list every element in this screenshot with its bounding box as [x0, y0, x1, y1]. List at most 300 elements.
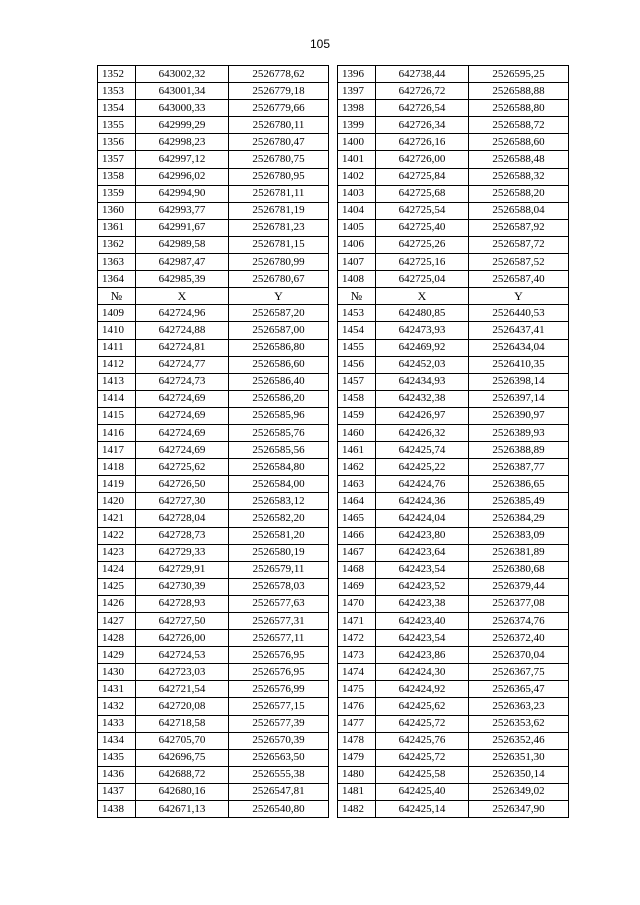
x-coordinate: 642726,34 — [376, 117, 469, 134]
x-coordinate: 642724,69 — [136, 442, 229, 459]
point-number: 1405 — [338, 219, 376, 236]
point-number: 1438 — [98, 801, 136, 818]
x-coordinate: 642989,58 — [136, 236, 229, 253]
point-number: 1413 — [98, 373, 136, 390]
y-coordinate: 2526781,23 — [229, 219, 329, 236]
table-row — [98, 578, 569, 595]
point-number: 1481 — [338, 783, 376, 800]
column-gap — [329, 339, 338, 356]
y-coordinate: 2526577,15 — [229, 698, 329, 715]
table-row — [98, 390, 569, 407]
x-coordinate: 642426,97 — [376, 407, 469, 424]
column-gap — [329, 647, 338, 664]
x-coordinate: 643002,32 — [136, 66, 229, 83]
y-coordinate: 2526586,40 — [229, 373, 329, 390]
table-row — [98, 715, 569, 732]
y-coordinate: 2526587,00 — [229, 322, 329, 339]
x-coordinate: 642424,92 — [376, 681, 469, 698]
y-coordinate: 2526352,46 — [469, 732, 569, 749]
table-row — [98, 100, 569, 117]
y-coordinate: 2526372,40 — [469, 630, 569, 647]
table-row — [98, 83, 569, 100]
coordinates-table — [97, 65, 569, 818]
header-number: № — [338, 288, 376, 305]
x-coordinate: 642996,02 — [136, 168, 229, 185]
y-coordinate: 2526588,88 — [469, 83, 569, 100]
x-coordinate: 642725,84 — [376, 168, 469, 185]
column-gap — [329, 202, 338, 219]
point-number: 1455 — [338, 339, 376, 356]
y-coordinate: 2526383,09 — [469, 527, 569, 544]
x-coordinate: 642725,68 — [376, 185, 469, 202]
y-coordinate: 2526587,72 — [469, 236, 569, 253]
point-number: 1470 — [338, 595, 376, 612]
column-gap — [329, 476, 338, 493]
x-coordinate: 642724,69 — [136, 390, 229, 407]
point-number: 1354 — [98, 100, 136, 117]
table-row — [98, 271, 569, 288]
table-row — [98, 476, 569, 493]
table-row — [98, 442, 569, 459]
column-gap — [329, 544, 338, 561]
x-coordinate: 642452,03 — [376, 356, 469, 373]
y-coordinate: 2526384,29 — [469, 510, 569, 527]
column-gap — [329, 322, 338, 339]
x-coordinate: 642726,50 — [136, 476, 229, 493]
table-row — [98, 510, 569, 527]
column-gap — [329, 442, 338, 459]
point-number: 1474 — [338, 664, 376, 681]
point-number: 1399 — [338, 117, 376, 134]
point-number: 1479 — [338, 749, 376, 766]
x-coordinate: 642721,54 — [136, 681, 229, 698]
y-coordinate: 2526586,80 — [229, 339, 329, 356]
x-coordinate: 642724,96 — [136, 305, 229, 322]
point-number: 1464 — [338, 493, 376, 510]
table-row — [98, 681, 569, 698]
point-number: 1358 — [98, 168, 136, 185]
x-coordinate: 642729,33 — [136, 544, 229, 561]
y-coordinate: 2526588,72 — [469, 117, 569, 134]
y-coordinate: 2526379,44 — [469, 578, 569, 595]
point-number: 1476 — [338, 698, 376, 715]
table-row — [98, 407, 569, 424]
x-coordinate: 642423,40 — [376, 613, 469, 630]
x-coordinate: 642696,75 — [136, 749, 229, 766]
table-row — [98, 544, 569, 561]
y-coordinate: 2526365,47 — [469, 681, 569, 698]
point-number: 1462 — [338, 459, 376, 476]
x-coordinate: 642423,54 — [376, 630, 469, 647]
y-coordinate: 2526586,20 — [229, 390, 329, 407]
column-gap — [329, 459, 338, 476]
table-row — [98, 527, 569, 544]
x-coordinate: 642725,40 — [376, 219, 469, 236]
point-number: 1356 — [98, 134, 136, 151]
x-coordinate: 642425,62 — [376, 698, 469, 715]
x-coordinate: 642994,90 — [136, 185, 229, 202]
y-coordinate: 2526587,20 — [229, 305, 329, 322]
x-coordinate: 642424,04 — [376, 510, 469, 527]
point-number: 1482 — [338, 801, 376, 818]
y-coordinate: 2526387,77 — [469, 459, 569, 476]
x-coordinate: 642725,16 — [376, 254, 469, 271]
point-number: 1355 — [98, 117, 136, 134]
table-row — [98, 134, 569, 151]
x-coordinate: 642423,80 — [376, 527, 469, 544]
column-gap — [329, 510, 338, 527]
x-coordinate: 642725,54 — [376, 202, 469, 219]
point-number: 1433 — [98, 715, 136, 732]
table-row — [98, 356, 569, 373]
y-coordinate: 2526780,67 — [229, 271, 329, 288]
point-number: 1463 — [338, 476, 376, 493]
y-coordinate: 2526440,53 — [469, 305, 569, 322]
y-coordinate: 2526588,20 — [469, 185, 569, 202]
point-number: 1419 — [98, 476, 136, 493]
table-row — [98, 493, 569, 510]
y-coordinate: 2526585,96 — [229, 407, 329, 424]
x-coordinate: 643000,33 — [136, 100, 229, 117]
x-coordinate: 642728,93 — [136, 595, 229, 612]
table-row — [98, 766, 569, 783]
point-number: 1360 — [98, 202, 136, 219]
column-gap — [329, 783, 338, 800]
column-gap — [329, 134, 338, 151]
point-number: 1437 — [98, 783, 136, 800]
y-coordinate: 2526349,02 — [469, 783, 569, 800]
point-number: 1409 — [98, 305, 136, 322]
column-gap — [329, 168, 338, 185]
y-coordinate: 2526577,63 — [229, 595, 329, 612]
header-x: X — [376, 288, 469, 305]
point-number: 1471 — [338, 613, 376, 630]
table-row — [98, 322, 569, 339]
point-number: 1459 — [338, 407, 376, 424]
point-number: 1475 — [338, 681, 376, 698]
y-coordinate: 2526380,68 — [469, 561, 569, 578]
table-row — [98, 236, 569, 253]
point-number: 1457 — [338, 373, 376, 390]
table-row — [98, 151, 569, 168]
x-coordinate: 642423,52 — [376, 578, 469, 595]
point-number: 1401 — [338, 151, 376, 168]
column-gap — [329, 766, 338, 783]
y-coordinate: 2526583,12 — [229, 493, 329, 510]
point-number: 1357 — [98, 151, 136, 168]
y-coordinate: 2526374,76 — [469, 613, 569, 630]
x-coordinate: 642718,58 — [136, 715, 229, 732]
x-coordinate: 642725,62 — [136, 459, 229, 476]
y-coordinate: 2526588,48 — [469, 151, 569, 168]
y-coordinate: 2526563,50 — [229, 749, 329, 766]
table-header-row — [98, 288, 569, 305]
point-number: 1425 — [98, 578, 136, 595]
y-coordinate: 2526587,92 — [469, 219, 569, 236]
x-coordinate: 643001,34 — [136, 83, 229, 100]
x-coordinate: 642724,69 — [136, 424, 229, 441]
point-number: 1416 — [98, 424, 136, 441]
point-number: 1456 — [338, 356, 376, 373]
x-coordinate: 642425,14 — [376, 801, 469, 818]
point-number: 1453 — [338, 305, 376, 322]
table-row — [98, 647, 569, 664]
column-gap — [329, 185, 338, 202]
column-gap — [329, 66, 338, 83]
y-coordinate: 2526437,41 — [469, 322, 569, 339]
column-gap — [329, 664, 338, 681]
point-number: 1421 — [98, 510, 136, 527]
x-coordinate: 642724,81 — [136, 339, 229, 356]
table-row — [98, 117, 569, 134]
table-row — [98, 168, 569, 185]
point-number: 1412 — [98, 356, 136, 373]
point-number: 1432 — [98, 698, 136, 715]
y-coordinate: 2526588,80 — [469, 100, 569, 117]
y-coordinate: 2526386,65 — [469, 476, 569, 493]
y-coordinate: 2526588,32 — [469, 168, 569, 185]
point-number: 1467 — [338, 544, 376, 561]
x-coordinate: 642424,76 — [376, 476, 469, 493]
x-coordinate: 642723,03 — [136, 664, 229, 681]
y-coordinate: 2526579,11 — [229, 561, 329, 578]
x-coordinate: 642720,08 — [136, 698, 229, 715]
y-coordinate: 2526381,89 — [469, 544, 569, 561]
column-gap — [329, 595, 338, 612]
y-coordinate: 2526350,14 — [469, 766, 569, 783]
y-coordinate: 2526576,99 — [229, 681, 329, 698]
y-coordinate: 2526547,81 — [229, 783, 329, 800]
point-number: 1435 — [98, 749, 136, 766]
x-coordinate: 642425,72 — [376, 749, 469, 766]
y-coordinate: 2526588,04 — [469, 202, 569, 219]
x-coordinate: 642480,85 — [376, 305, 469, 322]
table-row — [98, 664, 569, 681]
column-gap — [329, 356, 338, 373]
point-number: 1454 — [338, 322, 376, 339]
x-coordinate: 642729,91 — [136, 561, 229, 578]
y-coordinate: 2526577,11 — [229, 630, 329, 647]
y-coordinate: 2526582,20 — [229, 510, 329, 527]
x-coordinate: 642726,00 — [376, 151, 469, 168]
column-gap — [329, 288, 338, 305]
point-number: 1461 — [338, 442, 376, 459]
point-number: 1402 — [338, 168, 376, 185]
y-coordinate: 2526780,99 — [229, 254, 329, 271]
table-row — [98, 339, 569, 356]
point-number: 1353 — [98, 83, 136, 100]
table-row — [98, 185, 569, 202]
point-number: 1400 — [338, 134, 376, 151]
y-coordinate: 2526779,18 — [229, 83, 329, 100]
table-row — [98, 305, 569, 322]
x-coordinate: 642424,36 — [376, 493, 469, 510]
y-coordinate: 2526588,60 — [469, 134, 569, 151]
y-coordinate: 2526780,11 — [229, 117, 329, 134]
x-coordinate: 642724,77 — [136, 356, 229, 373]
x-coordinate: 642671,13 — [136, 801, 229, 818]
point-number: 1422 — [98, 527, 136, 544]
x-coordinate: 642426,32 — [376, 424, 469, 441]
x-coordinate: 642705,70 — [136, 732, 229, 749]
x-coordinate: 642425,58 — [376, 766, 469, 783]
y-coordinate: 2526351,30 — [469, 749, 569, 766]
point-number: 1427 — [98, 613, 136, 630]
x-coordinate: 642724,53 — [136, 647, 229, 664]
y-coordinate: 2526397,14 — [469, 390, 569, 407]
y-coordinate: 2526781,19 — [229, 202, 329, 219]
column-gap — [329, 219, 338, 236]
column-gap — [329, 407, 338, 424]
point-number: 1403 — [338, 185, 376, 202]
point-number: 1411 — [98, 339, 136, 356]
point-number: 1415 — [98, 407, 136, 424]
column-gap — [329, 715, 338, 732]
y-coordinate: 2526578,03 — [229, 578, 329, 595]
table-row — [98, 459, 569, 476]
column-gap — [329, 271, 338, 288]
header-y: Y — [469, 288, 569, 305]
y-coordinate: 2526577,31 — [229, 613, 329, 630]
column-gap — [329, 801, 338, 818]
column-gap — [329, 305, 338, 322]
x-coordinate: 642423,38 — [376, 595, 469, 612]
column-gap — [329, 117, 338, 134]
point-number: 1363 — [98, 254, 136, 271]
point-number: 1362 — [98, 236, 136, 253]
y-coordinate: 2526398,14 — [469, 373, 569, 390]
point-number: 1477 — [338, 715, 376, 732]
point-number: 1434 — [98, 732, 136, 749]
x-coordinate: 642997,12 — [136, 151, 229, 168]
x-coordinate: 642425,40 — [376, 783, 469, 800]
table-row — [98, 801, 569, 818]
x-coordinate: 642473,93 — [376, 322, 469, 339]
x-coordinate: 642728,04 — [136, 510, 229, 527]
x-coordinate: 642725,26 — [376, 236, 469, 253]
y-coordinate: 2526780,75 — [229, 151, 329, 168]
point-number: 1404 — [338, 202, 376, 219]
column-gap — [329, 254, 338, 271]
x-coordinate: 642987,47 — [136, 254, 229, 271]
point-number: 1414 — [98, 390, 136, 407]
y-coordinate: 2526587,52 — [469, 254, 569, 271]
column-gap — [329, 630, 338, 647]
x-coordinate: 642725,04 — [376, 271, 469, 288]
x-coordinate: 642423,64 — [376, 544, 469, 561]
column-gap — [329, 373, 338, 390]
y-coordinate: 2526577,39 — [229, 715, 329, 732]
y-coordinate: 2526377,08 — [469, 595, 569, 612]
y-coordinate: 2526363,23 — [469, 698, 569, 715]
x-coordinate: 642688,72 — [136, 766, 229, 783]
x-coordinate: 642425,76 — [376, 732, 469, 749]
table-row — [98, 373, 569, 390]
point-number: 1436 — [98, 766, 136, 783]
point-number: 1423 — [98, 544, 136, 561]
point-number: 1398 — [338, 100, 376, 117]
column-gap — [329, 100, 338, 117]
header-number: № — [98, 288, 136, 305]
point-number: 1396 — [338, 66, 376, 83]
column-gap — [329, 681, 338, 698]
table-row — [98, 732, 569, 749]
y-coordinate: 2526434,04 — [469, 339, 569, 356]
y-coordinate: 2526370,04 — [469, 647, 569, 664]
point-number: 1468 — [338, 561, 376, 578]
column-gap — [329, 698, 338, 715]
y-coordinate: 2526388,89 — [469, 442, 569, 459]
x-coordinate: 642432,38 — [376, 390, 469, 407]
y-coordinate: 2526581,20 — [229, 527, 329, 544]
point-number: 1397 — [338, 83, 376, 100]
y-coordinate: 2526779,66 — [229, 100, 329, 117]
x-coordinate: 642680,16 — [136, 783, 229, 800]
y-coordinate: 2526587,40 — [469, 271, 569, 288]
x-coordinate: 642738,44 — [376, 66, 469, 83]
x-coordinate: 642993,77 — [136, 202, 229, 219]
x-coordinate: 642425,74 — [376, 442, 469, 459]
column-gap — [329, 390, 338, 407]
x-coordinate: 642724,88 — [136, 322, 229, 339]
point-number: 1466 — [338, 527, 376, 544]
x-coordinate: 642724,69 — [136, 407, 229, 424]
y-coordinate: 2526778,62 — [229, 66, 329, 83]
y-coordinate: 2526576,95 — [229, 647, 329, 664]
point-number: 1410 — [98, 322, 136, 339]
y-coordinate: 2526576,95 — [229, 664, 329, 681]
table-row — [98, 66, 569, 83]
x-coordinate: 642991,67 — [136, 219, 229, 236]
table-row — [98, 630, 569, 647]
y-coordinate: 2526367,75 — [469, 664, 569, 681]
column-gap — [329, 561, 338, 578]
column-gap — [329, 527, 338, 544]
point-number: 1426 — [98, 595, 136, 612]
point-number: 1431 — [98, 681, 136, 698]
page-number: 105 — [309, 37, 331, 51]
table-row — [98, 202, 569, 219]
x-coordinate: 642726,54 — [376, 100, 469, 117]
x-coordinate: 642424,30 — [376, 664, 469, 681]
x-coordinate: 642999,29 — [136, 117, 229, 134]
table-row — [98, 613, 569, 630]
x-coordinate: 642726,72 — [376, 83, 469, 100]
point-number: 1428 — [98, 630, 136, 647]
column-gap — [329, 749, 338, 766]
x-coordinate: 642998,23 — [136, 134, 229, 151]
x-coordinate: 642425,72 — [376, 715, 469, 732]
x-coordinate: 642425,22 — [376, 459, 469, 476]
column-gap — [329, 424, 338, 441]
y-coordinate: 2526781,11 — [229, 185, 329, 202]
column-gap — [329, 236, 338, 253]
x-coordinate: 642423,86 — [376, 647, 469, 664]
table-row — [98, 219, 569, 236]
y-coordinate: 2526580,19 — [229, 544, 329, 561]
y-coordinate: 2526389,93 — [469, 424, 569, 441]
point-number: 1458 — [338, 390, 376, 407]
x-coordinate: 642423,54 — [376, 561, 469, 578]
y-coordinate: 2526584,80 — [229, 459, 329, 476]
column-gap — [329, 578, 338, 595]
header-x: X — [136, 288, 229, 305]
table-row — [98, 254, 569, 271]
y-coordinate: 2526781,15 — [229, 236, 329, 253]
y-coordinate: 2526570,39 — [229, 732, 329, 749]
x-coordinate: 642726,00 — [136, 630, 229, 647]
y-coordinate: 2526595,25 — [469, 66, 569, 83]
